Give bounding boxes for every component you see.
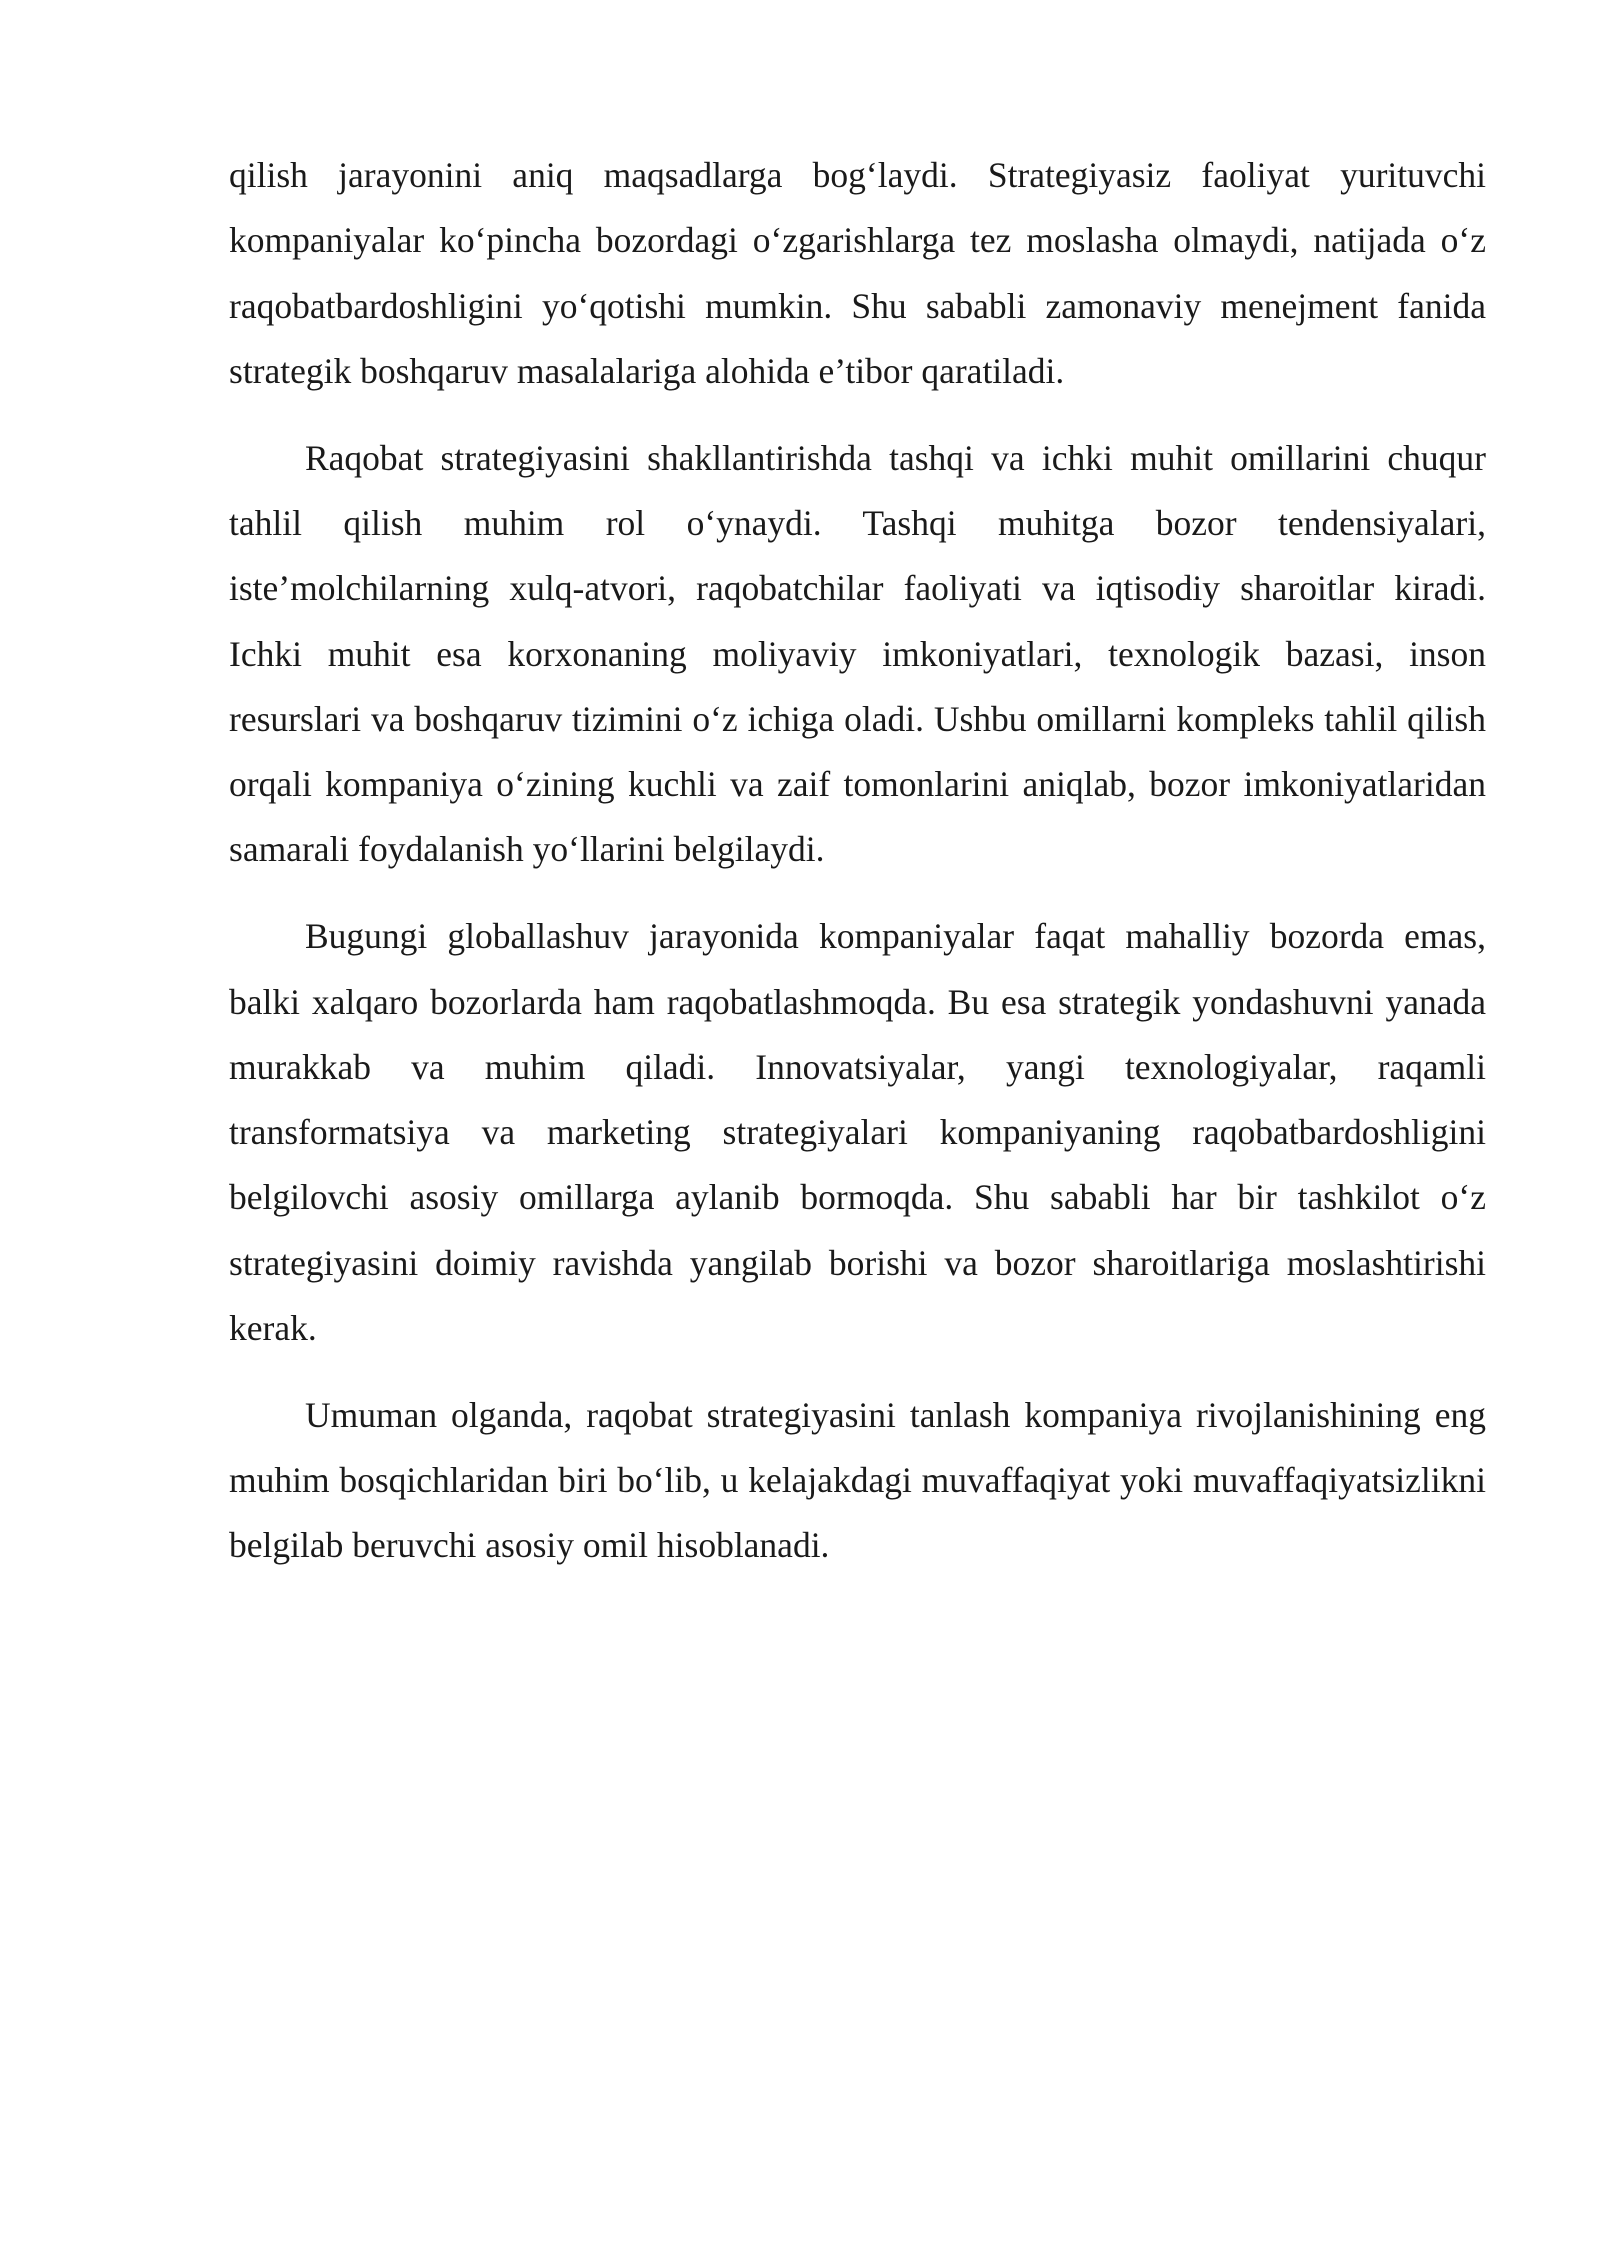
paragraph-3: Bugungi globallashuv jarayonida kompaniyalar faqat mahalliy bozorda emas, balki xalqaro bozorlarda ham raqobatlashmoqda. Bu esa strategik yondashuvni yanada murakkab va muhim qiladi. Innovatsiyalar, yangi texnologiyalar, raqamli transformatsiya va marketing strategiyalari kompaniyaning raqobatbardoshligini belgilovchi asosiy omillarga aylanib bormoqda. Shu sababli har bir tashkilot o‘z strategiyasini doimiy ravishda yangilab borishi va bozor sharoitlariga moslashtirishi kerak.	[229, 916, 1486, 1349]
document-body	[229, 143, 1486, 1600]
paragraph-4: Umuman olganda, raqobat strategiyasini tanlash kompaniya rivojlanishining eng muhim bosqichlaridan biri bo‘lib, u kelajakdagi muvaffaqiyat yoki muvaffaqiyatsizlikni belgilab beruvchi asosiy omil hisoblanadi.	[229, 1394, 1486, 1566]
paragraph-1: qilish jarayonini aniq maqsadlarga bog‘laydi. Strategiyasiz faoliyat yurituvchi kompaniyalar ko‘pincha bozordagi o‘zgarishlarga tez moslasha olmaydi, natijada o‘z raqobatbardoshligini yo‘qotishi mumkin. Shu sababli zamonaviy menejment fanida strategik boshqaruv masalalariga alohida e’tibor qaratiladi.	[229, 155, 1486, 391]
paragraph-2: Raqobat strategiyasini shakllantirishda tashqi va ichki muhit omillarini chuqur tahlil qilish muhim rol o‘ynaydi. Tashqi muhitga bozor tendensiyalari, iste’molchilarning xulq-atvori, raqobatchilar faoliyati va iqtisodiy sharoitlar kiradi. Ichki muhit esa korxonaning moliyaviy imkoniyatlari, texnologik bazasi, inson resurslari va boshqaruv tizimini o‘z ichiga oladi. Ushbu omillarni kompleks tahlil qilish orqali kompaniya o‘zining kuchli va zaif tomonlarini aniqlab, bozor imkoniyatlaridan samarali foydalanish yo‘llarini belgilaydi.	[229, 437, 1486, 870]
